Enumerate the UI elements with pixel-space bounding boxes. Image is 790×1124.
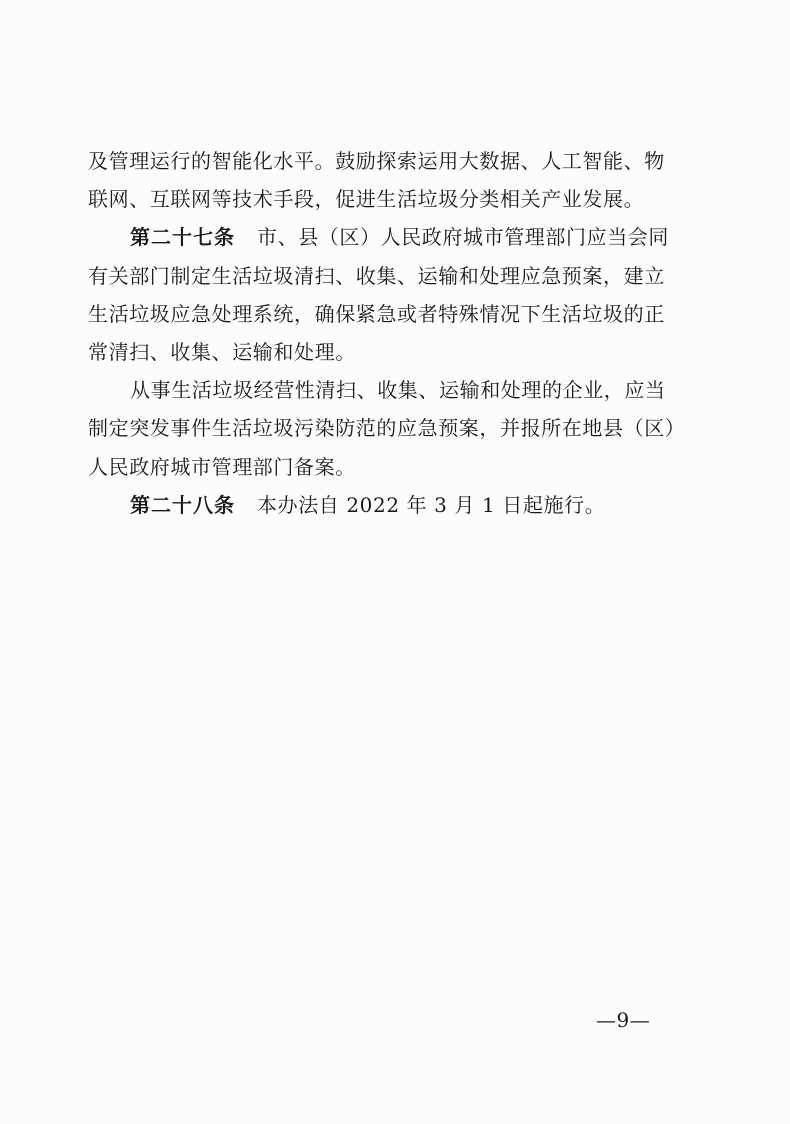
- text-line: 常清扫、收集、运输和处理。: [88, 339, 356, 364]
- page-number: —9—: [596, 1008, 651, 1032]
- text-line: 人民政府城市管理部门备案。: [88, 454, 356, 479]
- text-line: 有关部门制定生活垃圾清扫、收集、运输和处理应急预案，建立: [88, 263, 665, 288]
- article-27-first-line: [88, 218, 700, 256]
- article-28-text: 本办法自 2022 年 3 月 1 日起施行。: [257, 492, 606, 517]
- text-line: 制定突发事件生活垃圾污染防范的应急预案，并报所在地县（区）: [88, 416, 686, 441]
- text-line: 联网、互联网等技术手段，促进生活垃圾分类相关产业发展。: [88, 187, 645, 212]
- article-28-title: 第二十八条: [130, 492, 235, 517]
- text-line: 从事生活垃圾经营性清扫、收集、运输和处理的企业，应当: [130, 378, 666, 403]
- text-line: 及管理运行的智能化水平。鼓励探索运用大数据、人工智能、物: [88, 149, 665, 173]
- article-27-title: 第二十七条: [130, 225, 235, 250]
- article-28-line: [88, 486, 700, 524]
- text-line: 生活垃圾应急处理系统，确保紧急或者特殊情况下生活垃圾的正: [88, 301, 665, 326]
- article-27-text: 市、县（区）人民政府城市管理部门应当会同: [257, 225, 669, 250]
- document-body: [88, 142, 700, 524]
